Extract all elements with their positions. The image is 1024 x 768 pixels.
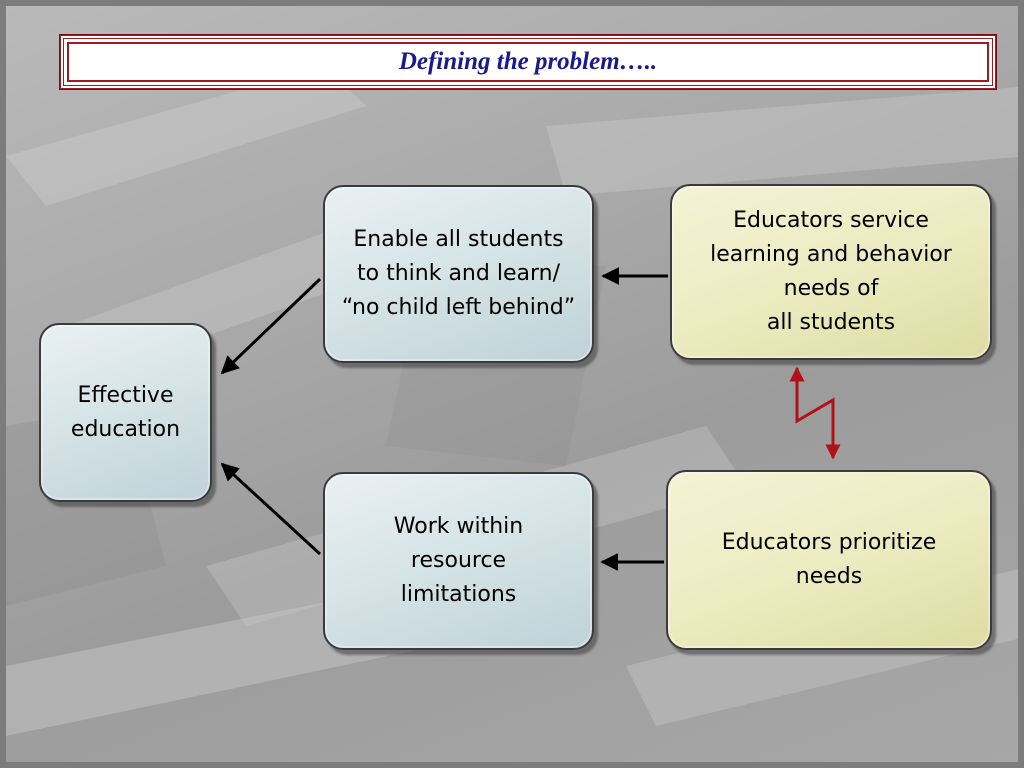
box-effective-education-label: Effective education — [70, 382, 181, 442]
box-educators-prioritize-label: Educators prioritize needs — [721, 530, 937, 589]
box-enable-all-students — [323, 185, 594, 363]
box-work-within-resources — [323, 472, 594, 650]
box-enable-all-students-label: Enable all students to think and learn/ “no child left behind” — [341, 227, 576, 320]
box-educators-prioritize — [666, 470, 992, 650]
box-educators-service — [670, 184, 992, 360]
box-effective-education — [39, 323, 212, 502]
slide-title: Defining the problem….. — [398, 48, 658, 75]
box-educators-service-label: Educators service learning and behavior needs of all students — [710, 208, 952, 335]
title-bar — [60, 35, 996, 89]
box-work-within-resources-label: Work within resource limitations — [393, 514, 524, 607]
